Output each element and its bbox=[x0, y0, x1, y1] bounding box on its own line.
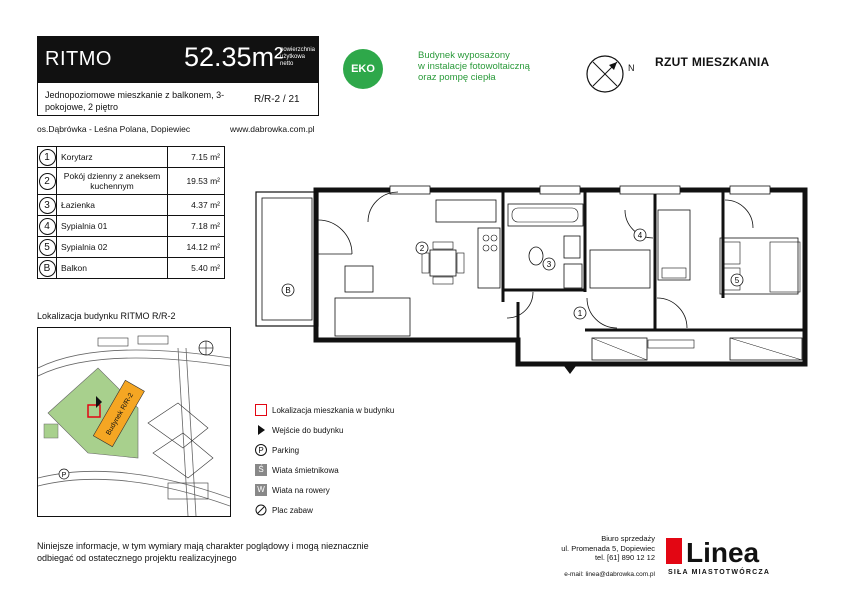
rooms-table bbox=[37, 146, 225, 279]
legend-label: Wiata śmietnikowa bbox=[272, 466, 339, 475]
plan-label-1: 1 bbox=[577, 309, 583, 318]
legend-label: Wejście do budynku bbox=[272, 426, 344, 435]
bike-shelter-icon: W bbox=[255, 484, 267, 496]
eko-line-3: oraz pompę ciepła bbox=[418, 72, 496, 83]
room-number: 2 bbox=[39, 173, 56, 190]
logo-text: Linea bbox=[686, 537, 760, 568]
linea-logo bbox=[666, 536, 806, 576]
room-name: Sypialnia 02 bbox=[57, 237, 168, 258]
location-text: os.Dąbrówka - Leśna Polana, Dopiewiec bbox=[37, 124, 191, 134]
table-row bbox=[38, 147, 225, 168]
map-parking-symbol: P bbox=[61, 472, 67, 479]
legend-label: Parking bbox=[272, 446, 300, 455]
room-name: Sypialnia 01 bbox=[57, 216, 168, 237]
apartment-location-icon bbox=[255, 404, 267, 416]
room-number: 5 bbox=[39, 239, 56, 256]
apartment-name: RITMO bbox=[45, 48, 112, 70]
apartment-description: Jednopoziomowe mieszkanie z balkonem, 3-pokojowe, 2 piętro bbox=[45, 90, 225, 112]
website-link[interactable]: www.dabrowka.com.pl bbox=[230, 124, 315, 134]
eko-line-1: Budynek wyposażony bbox=[418, 50, 510, 61]
plan-label-5: 5 bbox=[734, 276, 740, 285]
room-area: 19.53 m² bbox=[168, 168, 225, 195]
parking-icon: P bbox=[255, 444, 267, 456]
room-name: Korytarz bbox=[57, 147, 168, 168]
playground-icon bbox=[255, 504, 267, 516]
legend-label: Plac zabaw bbox=[272, 506, 313, 515]
legend-label: Lokalizacja mieszkania w budynku bbox=[272, 406, 395, 415]
disclaimer-text bbox=[37, 540, 369, 564]
location-map bbox=[37, 327, 231, 517]
plan-title: RZUT MIESZKANIA bbox=[655, 55, 770, 69]
apartment-code: R/R-2 / 21 bbox=[254, 94, 300, 105]
table-row bbox=[38, 237, 225, 258]
table-row bbox=[38, 195, 225, 216]
logo-tagline: SIŁA MIASTOTWÓRCZA bbox=[668, 569, 771, 576]
room-name: Balkon bbox=[57, 258, 168, 279]
room-area: 7.18 m² bbox=[168, 216, 225, 237]
floor-plan bbox=[250, 180, 810, 375]
apartment-area: 52.35m² bbox=[184, 42, 284, 72]
sales-office-phone: tel. [61] 890 12 12 bbox=[594, 553, 655, 563]
table-row bbox=[38, 216, 225, 237]
area-note: powierzchnia użytkowa netto bbox=[280, 47, 316, 67]
room-area: 4.37 m² bbox=[168, 195, 225, 216]
legend-label: Wiata na rowery bbox=[272, 486, 330, 495]
sales-office-address: ul. Promenada 5, Dopiewiec bbox=[561, 543, 655, 553]
trash-shelter-icon: Ś bbox=[255, 464, 267, 476]
map-title: Lokalizacja budynku RITMO R/R-2 bbox=[37, 311, 176, 321]
room-name: Pokój dzienny z aneksem kuchennym bbox=[57, 168, 168, 195]
room-number: 1 bbox=[39, 149, 56, 166]
room-area: 7.15 m² bbox=[168, 147, 225, 168]
compass-north-label: N bbox=[628, 63, 635, 73]
room-area: 14.12 m² bbox=[168, 237, 225, 258]
plan-label-3: 3 bbox=[546, 260, 552, 269]
sales-office-title: Biuro sprzedaży bbox=[601, 534, 655, 543]
room-area: 5.40 m² bbox=[168, 258, 225, 279]
compass-icon bbox=[585, 54, 625, 94]
map-building-label: Budynek R/R-2 bbox=[105, 391, 136, 437]
balcony bbox=[256, 192, 318, 326]
room-number: 4 bbox=[39, 218, 56, 235]
sales-email[interactable]: e-mail: linea@dabrowka.com.pl bbox=[564, 571, 655, 578]
disclaimer-line-1: Niniejsze informacje, w tym wymiary mają charakter poglądowy i mogą nieznacznie bbox=[37, 541, 369, 551]
table-row bbox=[38, 168, 225, 195]
room-number: 3 bbox=[39, 197, 56, 214]
table-row bbox=[38, 258, 225, 279]
apartment-description-box bbox=[37, 82, 319, 116]
room-name: Łazienka bbox=[57, 195, 168, 216]
eko-line-2: w instalacje fotowoltaiczną bbox=[418, 61, 530, 72]
plan-label-b: B bbox=[285, 286, 291, 295]
apartment-title-box bbox=[37, 36, 319, 82]
eko-badge: EKO bbox=[343, 49, 383, 89]
plan-label-2: 2 bbox=[419, 244, 425, 253]
room-number: B bbox=[39, 260, 56, 277]
disclaimer-line-2: odbiegać od ostatecznego projektu realizacyjnego bbox=[37, 553, 237, 563]
eko-description bbox=[418, 50, 530, 83]
plan-label-4: 4 bbox=[637, 231, 643, 240]
sales-office-info bbox=[555, 534, 655, 563]
entrance-arrow-icon bbox=[255, 424, 267, 436]
